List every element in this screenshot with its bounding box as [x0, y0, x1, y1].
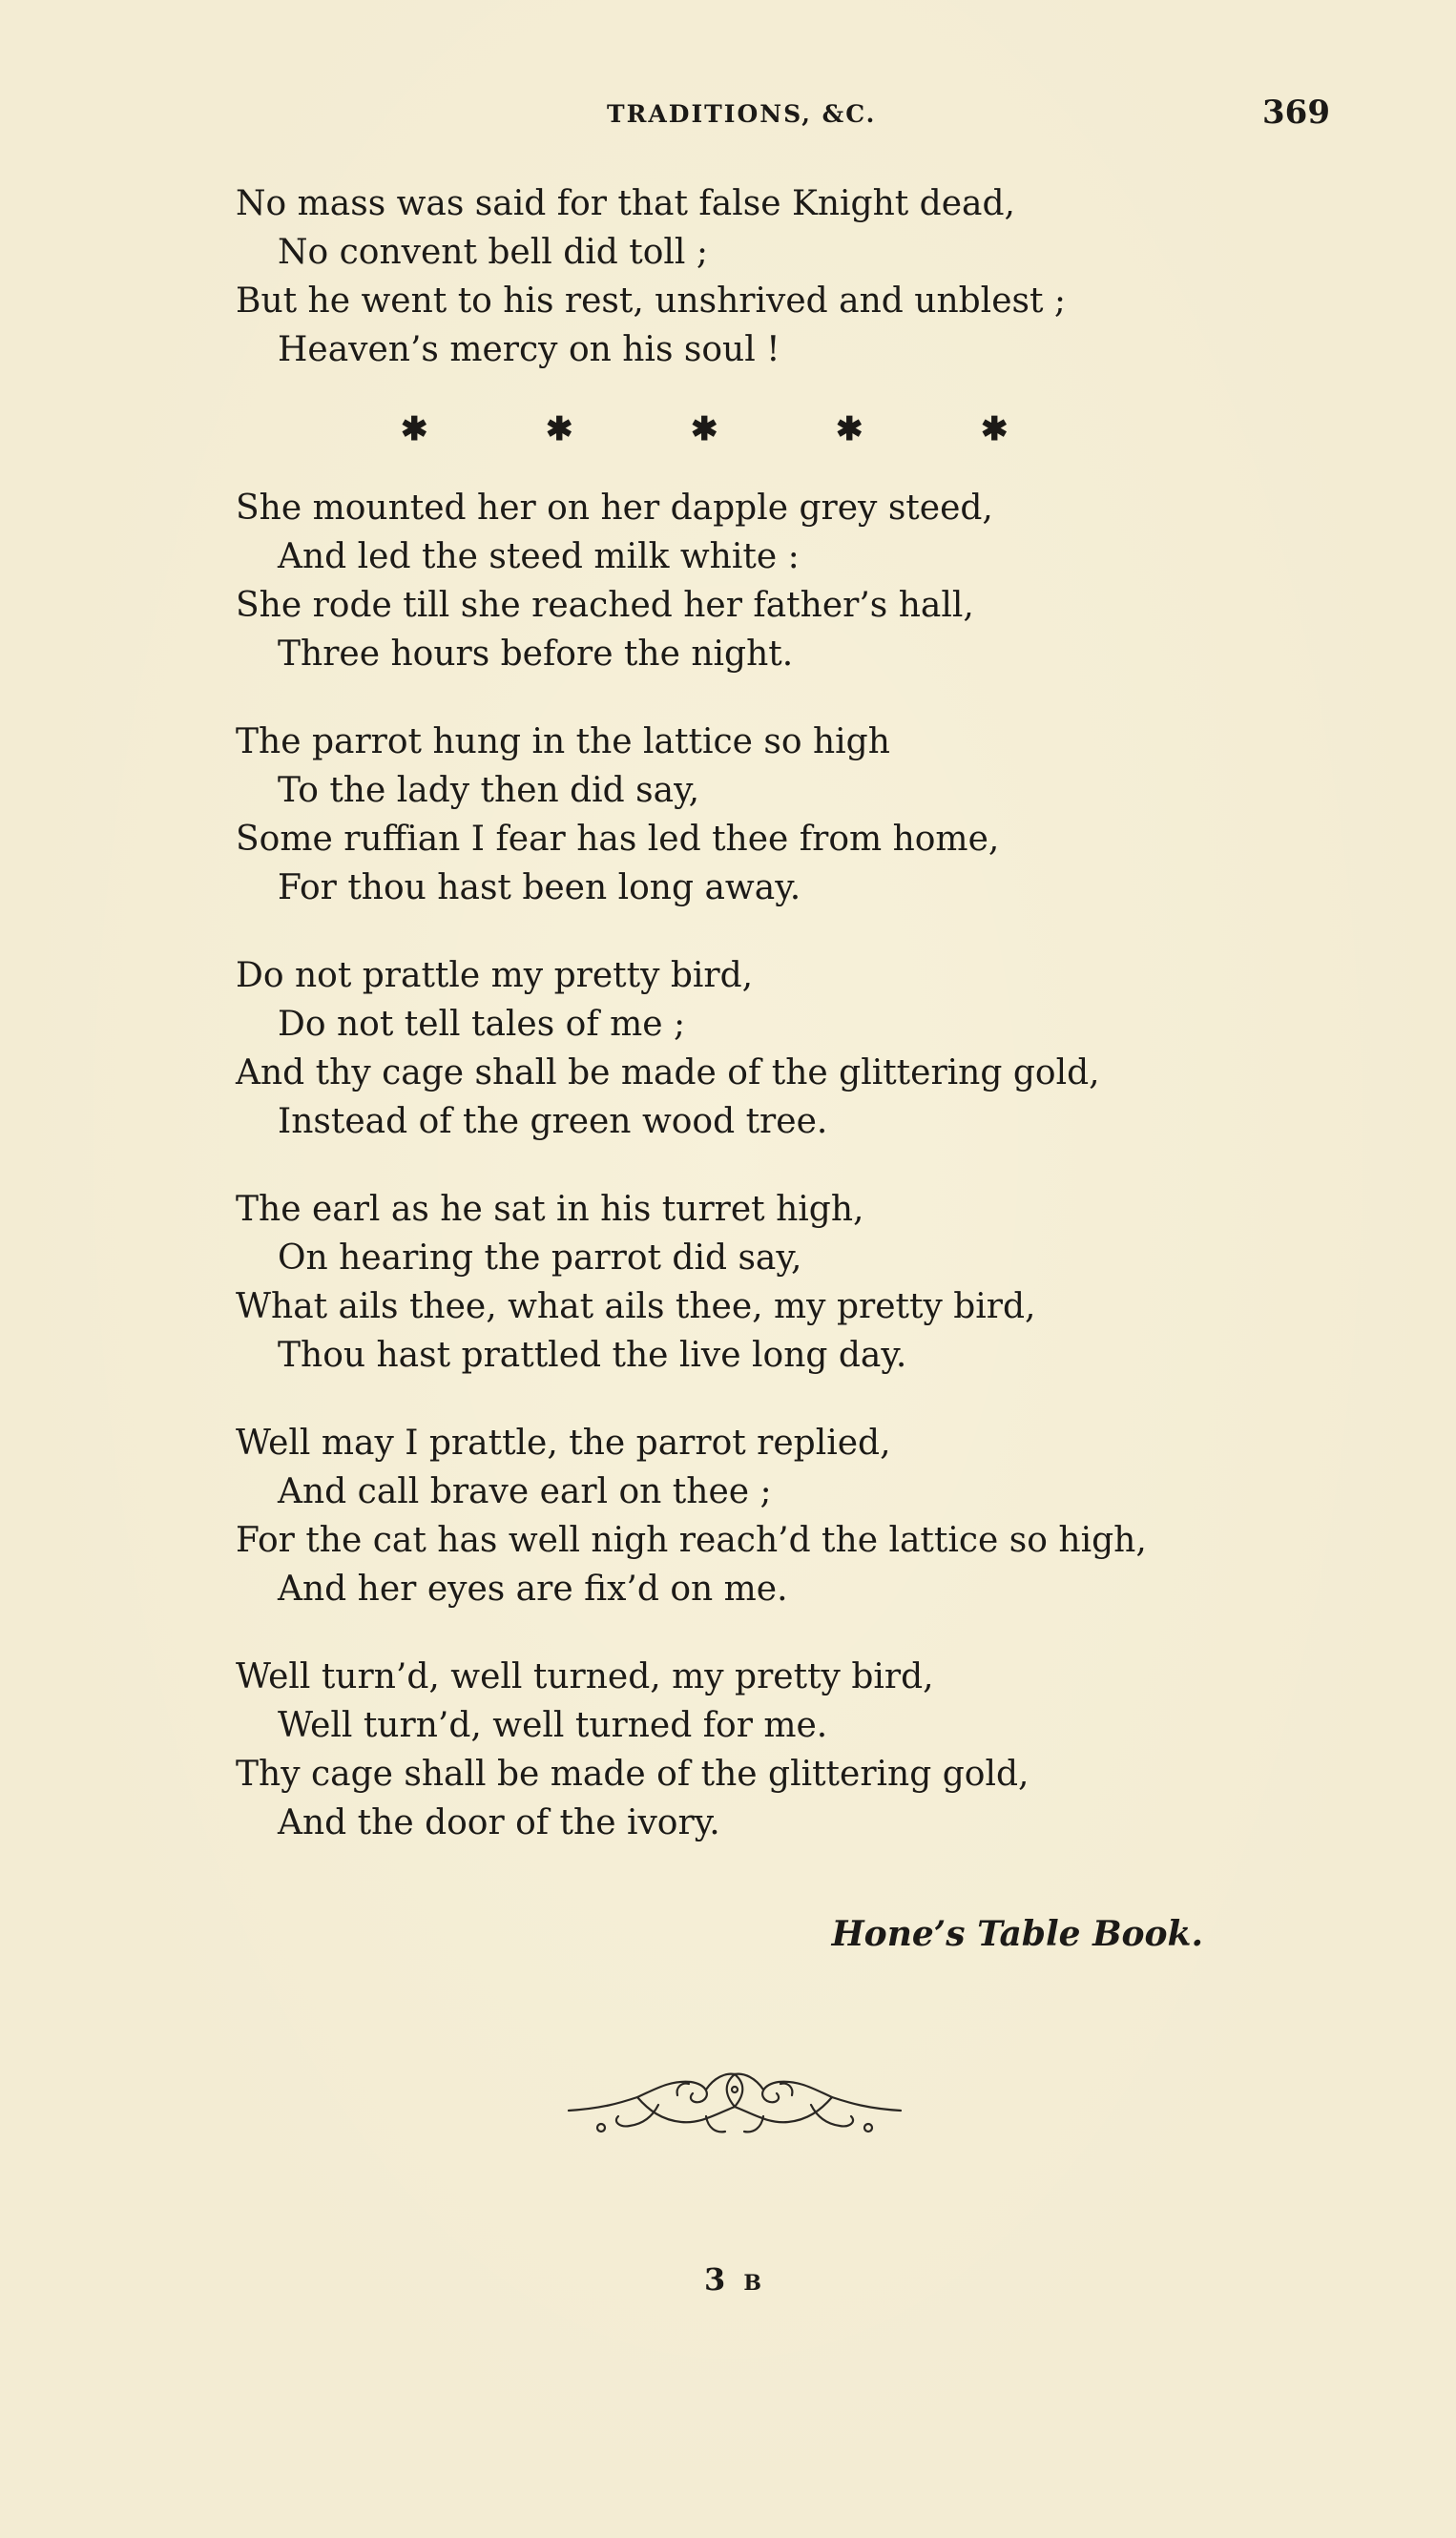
verse-line: Heaven’s mercy on his soul !: [278, 330, 780, 369]
verse-line: For the cat has well nigh reach’d the lattice so high,: [236, 1521, 1147, 1560]
signature-number: 3: [704, 2261, 730, 2298]
stanza-gap: [236, 678, 1333, 718]
asterisk-icon: ✱: [401, 410, 428, 448]
verse-line: Three hours before the night.: [278, 634, 794, 674]
stanza-2: [236, 484, 1333, 678]
source-attribution: Hone’s Table Book.: [831, 1914, 1203, 1954]
asterisk-icon: ✱: [691, 410, 718, 448]
signature-letter: B: [743, 2271, 766, 2296]
stanza-gap: [236, 1146, 1333, 1185]
verse-line: Well turn’d, well turned, my pretty bird,: [236, 1657, 934, 1696]
verse-line: And thy cage shall be made of the glittering gold,: [236, 1053, 1100, 1092]
running-title: TRADITIONS, &C.: [607, 100, 877, 128]
verse-line: To the lady then did say,: [278, 771, 700, 810]
asterisk-icon: ✱: [546, 410, 573, 448]
stanza-6: [236, 1419, 1333, 1613]
verse-line: No convent bell did toll ;: [278, 233, 708, 272]
stanza-gap: [236, 1380, 1333, 1419]
poem: [236, 179, 1333, 1847]
verse-line: Do not prattle my pretty bird,: [236, 956, 754, 995]
verse-line: Do not tell tales of me ;: [278, 1005, 686, 1044]
verse-line: Well turn’d, well turned for me.: [278, 1706, 828, 1745]
verse-line: She mounted her on her dapple grey steed,: [236, 489, 993, 528]
stanza-1: [236, 179, 1333, 374]
verse-line: Some ruffian I fear has led thee from home,: [236, 820, 1000, 859]
verse-line: On hearing the parrot did say,: [278, 1238, 802, 1278]
asterisk-separator: [236, 389, 1333, 477]
verse-line: Thou hast prattled the live long day.: [278, 1336, 907, 1375]
page-number: 369: [1262, 94, 1330, 132]
verse-line: And call brave earl on thee ;: [278, 1472, 772, 1511]
stanza-3: [236, 718, 1333, 912]
verse-line: But he went to his rest, unshrived and unblest ;: [236, 281, 1067, 321]
verse-line: And her eyes are fix’d on me.: [278, 1570, 788, 1609]
verse-line: And led the steed milk white :: [278, 537, 800, 576]
stanza-4: [236, 951, 1333, 1146]
stanza-gap: [236, 912, 1333, 951]
stanza-7: [236, 1653, 1333, 1847]
floral-scroll-ornament-icon: [563, 2061, 906, 2147]
verse-line: The parrot hung in the lattice so high: [236, 722, 890, 761]
verse-line: Well may I prattle, the parrot replied,: [236, 1424, 891, 1463]
verse-line: And the door of the ivory.: [278, 1803, 720, 1842]
asterisk-icon: ✱: [836, 410, 863, 448]
verse-line: Instead of the green wood tree.: [278, 1102, 828, 1141]
stanza-gap: [236, 1613, 1333, 1653]
verse-line: Thy cage shall be made of the glittering gold,: [236, 1755, 1030, 1794]
stanza-5: [236, 1185, 1333, 1380]
verse-line: For thou hast been long away.: [278, 868, 801, 907]
printer-signature: [704, 2261, 765, 2298]
verse-line: What ails thee, what ails thee, my pretty bird,: [236, 1287, 1036, 1326]
verse-line: The earl as he sat in his turret high,: [236, 1190, 864, 1229]
asterisk-icon: ✱: [981, 410, 1009, 448]
verse-line: No mass was said for that false Knight dead,: [236, 184, 1015, 223]
verse-line: She rode till she reached her father’s hall,: [236, 586, 974, 625]
